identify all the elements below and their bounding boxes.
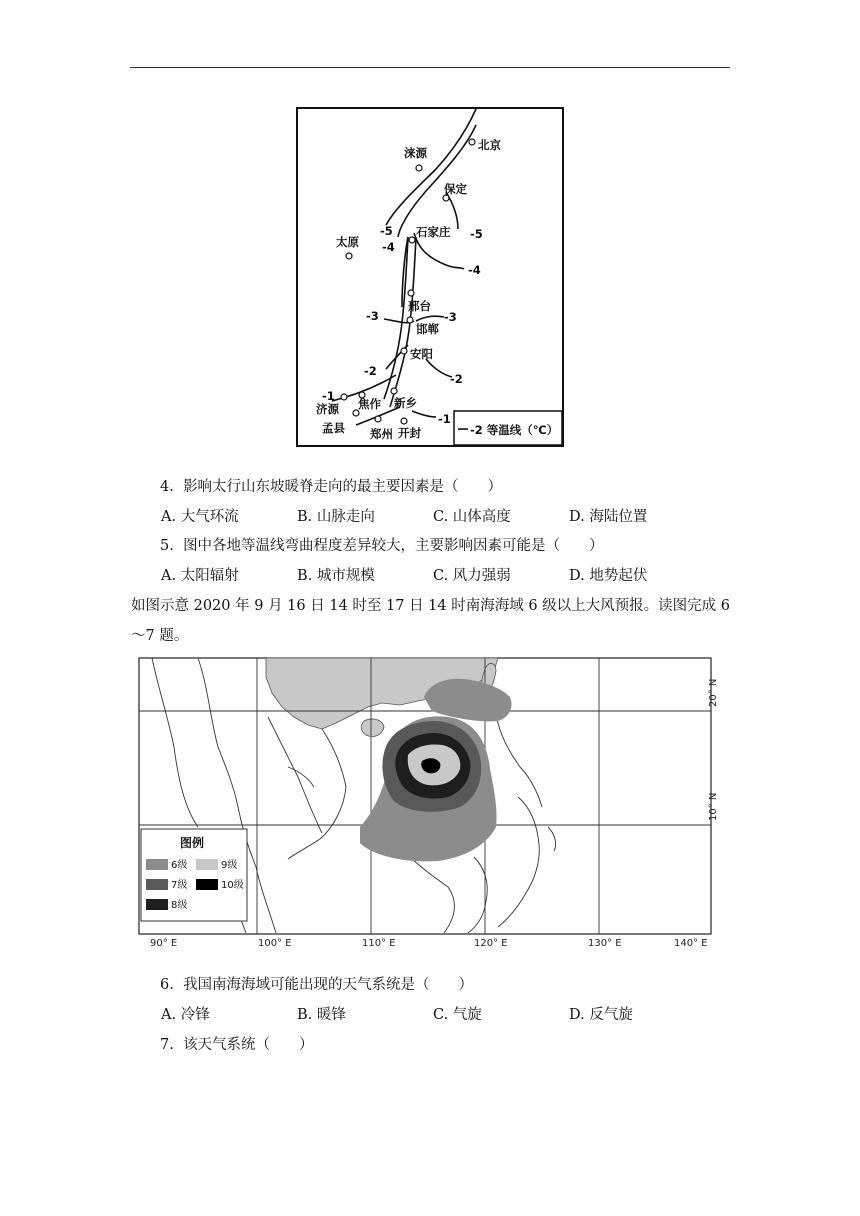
isotherm-label: -4 xyxy=(382,240,395,254)
isotherm-label: -4 xyxy=(468,263,481,277)
city-label-handan: 邯郸 xyxy=(416,322,439,336)
option-letter: D. xyxy=(569,568,585,584)
wind-forecast-map xyxy=(138,657,719,949)
option-letter: B. xyxy=(297,568,313,584)
isotherm-label: -2 xyxy=(450,372,463,386)
option-letter: C. xyxy=(433,1007,449,1023)
city-marker xyxy=(408,290,414,296)
isotherm-map xyxy=(296,107,564,447)
option-text: 地势起伏 xyxy=(589,568,648,584)
question-stem: 图中各地等温线弯曲程度差异较大，主要影响因素可能是（ ） xyxy=(183,538,604,554)
option-text: 风力强弱 xyxy=(452,568,511,584)
option-b[interactable] xyxy=(297,507,375,527)
question-stem: 影响太行山东坡暖脊走向的最主要因素是（ ） xyxy=(183,479,503,495)
city-label-laiyuan: 涞源 xyxy=(404,146,427,160)
question-6 xyxy=(160,975,473,995)
option-text: 城市规模 xyxy=(316,568,375,584)
option-text: 冷锋 xyxy=(180,1007,210,1023)
option-text: 大气环流 xyxy=(180,509,239,525)
option-letter: A. xyxy=(161,1007,177,1023)
legend-label-6: 6级 xyxy=(171,860,188,871)
legend-swatch-10 xyxy=(196,879,218,890)
isotherm-label: -2 xyxy=(364,364,377,378)
city-marker xyxy=(341,394,347,400)
option-letter: A. xyxy=(161,568,177,584)
legend-title: 图例 xyxy=(180,836,205,850)
city-marker xyxy=(401,348,407,354)
isotherm-legend xyxy=(454,411,562,445)
question-number: 4. xyxy=(160,479,174,495)
isotherm-label: -5 xyxy=(470,227,483,241)
lon-label-120e: 120° E xyxy=(474,938,508,949)
lon-label-100e: 100° E xyxy=(258,938,292,949)
question-5 xyxy=(160,536,604,556)
question-stem: 我国南海海域可能出现的天气系统是（ ） xyxy=(183,977,474,993)
lat-label-10n: 10° N xyxy=(708,792,719,821)
option-a[interactable] xyxy=(161,1005,210,1025)
option-c[interactable] xyxy=(433,1005,482,1025)
option-b[interactable] xyxy=(297,1005,346,1025)
question-number: 7. xyxy=(160,1037,174,1053)
option-letter: D. xyxy=(569,509,585,525)
intro-paragraph: 如图示意 2020 年 9 月 16 日 14 时至 17 日 14 时南海海域 6 级以上大风预报。读图完成 6～7 题。 xyxy=(131,598,731,644)
isotherm-label: -3 xyxy=(444,310,457,324)
lat-label-20n: 20° N xyxy=(708,678,719,707)
question-number: 5. xyxy=(160,538,174,554)
option-text: 山体高度 xyxy=(452,509,511,525)
option-c[interactable] xyxy=(433,566,511,586)
city-label-beijing: 北京 xyxy=(478,138,501,152)
option-text: 山脉走向 xyxy=(316,509,375,525)
city-label-xinxiang: 新乡 xyxy=(394,396,417,410)
isotherm-label: -5 xyxy=(380,224,393,238)
option-text: 暖锋 xyxy=(316,1007,346,1023)
isotherm-label: -1 xyxy=(322,389,335,403)
city-marker xyxy=(401,418,407,424)
city-marker xyxy=(375,416,381,422)
legend-label-10: 10级 xyxy=(221,880,244,891)
legend-label-7: 7级 xyxy=(171,880,188,891)
city-label-shijiazhuang: 石家庄 xyxy=(416,225,451,239)
option-d[interactable] xyxy=(569,566,647,586)
question-7 xyxy=(160,1035,314,1055)
city-label-anyang: 安阳 xyxy=(410,347,433,361)
option-letter: C. xyxy=(433,568,449,584)
question-number: 6. xyxy=(160,977,174,993)
city-marker xyxy=(391,388,397,394)
question-4 xyxy=(160,477,502,497)
option-d[interactable] xyxy=(569,507,647,527)
city-label-zhengzhou: 郑州 xyxy=(370,427,393,441)
city-marker xyxy=(346,253,352,259)
legend-swatch-8 xyxy=(146,899,168,910)
option-a[interactable] xyxy=(161,507,239,527)
option-text: 反气旋 xyxy=(589,1007,633,1023)
option-letter: A. xyxy=(161,509,177,525)
wind-legend xyxy=(141,829,247,921)
city-label-jiyuan: 济源 xyxy=(316,402,339,416)
option-text: 海陆位置 xyxy=(589,509,648,525)
option-d[interactable] xyxy=(569,1005,633,1025)
legend-swatch-6 xyxy=(146,859,168,870)
legend-swatch-9 xyxy=(196,859,218,870)
lon-label-90e: 90° E xyxy=(150,938,178,949)
header-rule xyxy=(130,67,730,68)
option-a[interactable] xyxy=(161,566,239,586)
lon-label-140e: 140° E xyxy=(674,938,708,949)
city-marker xyxy=(407,317,413,323)
city-label-xingtai: 邢台 xyxy=(408,299,431,313)
option-letter: B. xyxy=(297,509,313,525)
legend-label-9: 9级 xyxy=(221,860,238,871)
isotherm-label: -1 xyxy=(438,412,451,426)
option-b[interactable] xyxy=(297,566,375,586)
option-text: 气旋 xyxy=(452,1007,482,1023)
option-letter: D. xyxy=(569,1007,585,1023)
city-label-taiyuan: 太原 xyxy=(336,235,359,249)
legend-swatch-7 xyxy=(146,879,168,890)
legend-label-8: 8级 xyxy=(171,900,188,911)
lon-label-130e: 130° E xyxy=(588,938,622,949)
isotherm-legend-label: -2 等温线（℃） xyxy=(470,423,559,437)
city-marker xyxy=(469,139,475,145)
city-label-jiaozuo: 焦作 xyxy=(358,397,381,411)
city-label-baoding: 保定 xyxy=(444,182,467,196)
option-letter: B. xyxy=(297,1007,313,1023)
option-c[interactable] xyxy=(433,507,511,527)
option-text: 太阳辐射 xyxy=(180,568,239,584)
city-marker xyxy=(409,237,415,243)
city-label-mengxian: 孟县 xyxy=(322,421,345,435)
city-label-kaifeng: 开封 xyxy=(398,426,421,440)
city-marker xyxy=(416,165,422,171)
question-stem: 该天气系统（ ） xyxy=(183,1037,314,1053)
isotherm-label: -3 xyxy=(366,309,379,323)
option-letter: C. xyxy=(433,509,449,525)
lon-label-110e: 110° E xyxy=(362,938,396,949)
